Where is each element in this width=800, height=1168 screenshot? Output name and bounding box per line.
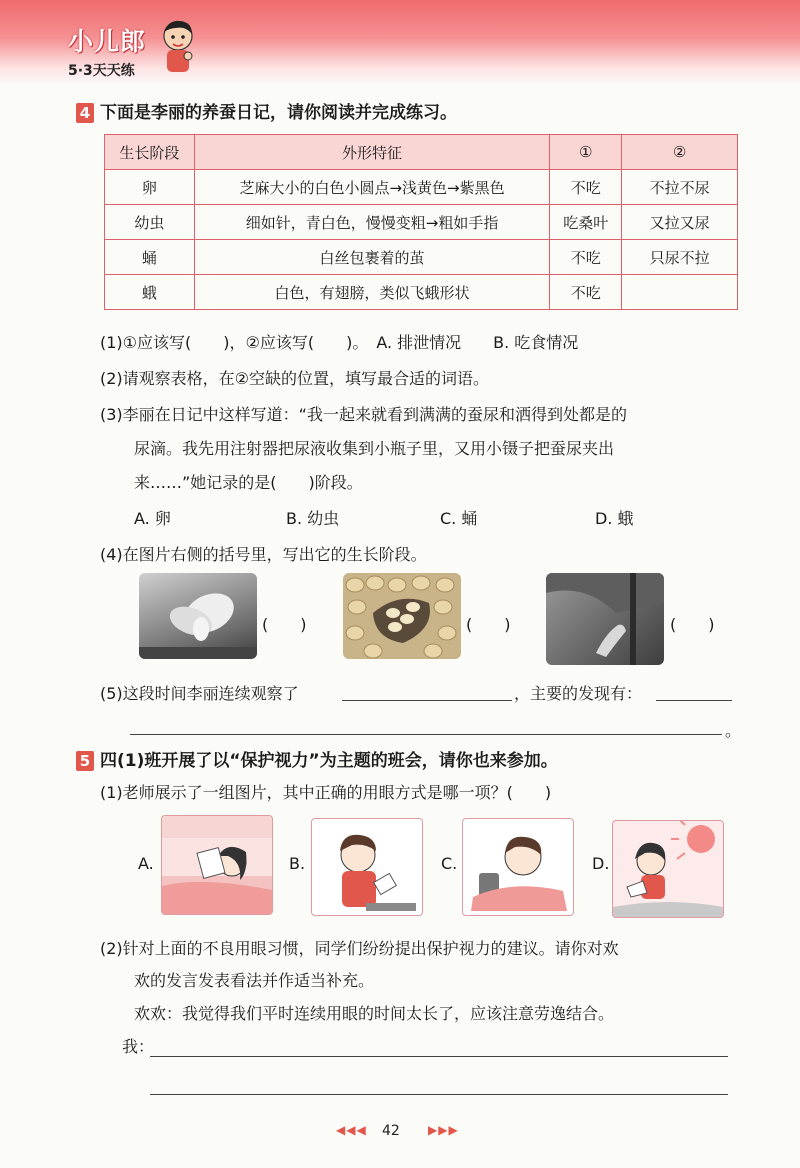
option-d[interactable]: D. 蛾	[595, 509, 634, 528]
answer-line-1[interactable]	[150, 1056, 728, 1057]
table-cell: 不吃	[550, 240, 622, 275]
page-header	[0, 0, 800, 84]
prev-page-icon[interactable]: ◀◀◀	[336, 1123, 367, 1137]
table-cell: 蛹	[105, 240, 195, 275]
table-header-cell: 外形特征	[194, 135, 549, 170]
q5-sub2-line2: 欢的发言发表看法并作适当补充。	[134, 971, 375, 990]
table-cell: 又拉又尿	[622, 205, 738, 240]
option-c[interactable]: C. 蛹	[440, 509, 478, 528]
silkworm-table	[104, 134, 738, 310]
table-cell: 白丝包裹着的茧	[194, 240, 549, 275]
option-c-picture[interactable]	[462, 818, 574, 916]
q4-sub5-middle: ，主要的发现有：	[514, 684, 643, 703]
option-a-picture[interactable]	[161, 815, 273, 915]
option-a[interactable]: A. 卵	[134, 509, 171, 528]
table-header-cell: ①	[550, 135, 622, 170]
table-cell: 不吃	[550, 170, 622, 205]
answer-line-2[interactable]	[150, 1094, 728, 1095]
eggs-photo	[343, 573, 461, 659]
q4-sub3-line3: 来……”她记录的是( )阶段。	[134, 473, 363, 492]
q4-sub5-prefix: (5)这段时间李丽连续观察了	[100, 684, 299, 703]
findings-blank-2[interactable]	[130, 734, 722, 735]
table-cell: 细如针，青白色，慢慢变粗→粗如手指	[194, 205, 549, 240]
table-row	[105, 275, 738, 310]
table-row	[105, 205, 738, 240]
page-number: 42	[382, 1123, 400, 1139]
table-row	[105, 170, 738, 205]
table-cell: 吃桑叶	[550, 205, 622, 240]
series-name: 5·3天天练	[68, 63, 135, 79]
q4-sub2: (2)请观察表格，在②空缺的位置，填写最合适的词语。	[100, 369, 490, 388]
table-row	[105, 240, 738, 275]
option-d-picture[interactable]	[612, 820, 724, 918]
brand-name: 小儿郎	[68, 27, 147, 56]
period-mark: 。	[725, 721, 742, 740]
larva-photo	[546, 573, 664, 665]
option-d-label[interactable]: D.	[592, 854, 610, 873]
brand-logo	[68, 22, 146, 80]
q4-sub3-line2: 尿滴。我先用注射器把尿液收集到小瓶子里，又用小镊子把蚕尿夹出	[134, 439, 615, 458]
moth-photo	[139, 573, 257, 659]
option-b[interactable]: B. 幼虫	[286, 509, 340, 528]
option-c-label[interactable]: C.	[441, 854, 458, 873]
q5-heading	[76, 746, 558, 771]
q5-title: 四(1)班开展了以“保护视力”为主题的班会，请你也来参加。	[100, 751, 558, 771]
table-cell: 白色，有翅膀，类似飞蛾形状	[194, 275, 549, 310]
table-header-cell: 生长阶段	[105, 135, 195, 170]
q4-heading	[76, 98, 457, 123]
table-cell: 卵	[105, 170, 195, 205]
answer-paren-1[interactable]: ( )	[262, 615, 307, 634]
q5-sub1: (1)老师展示了一组图片，其中正确的用眼方式是哪一项？( )	[100, 783, 552, 802]
q4-sub4: (4)在图片右侧的括号里，写出它的生长阶段。	[100, 545, 427, 564]
mascot-boy-icon	[158, 18, 198, 76]
q4-number-badge: 4	[76, 103, 94, 123]
table-cell: 只尿不拉	[622, 240, 738, 275]
q4-sub3-line1: (3)李丽在日记中这样写道：“我一起来就看到满满的蚕尿和洒得到处都是的	[100, 405, 627, 424]
q5-number-badge: 5	[76, 751, 94, 771]
q5-huanhuan-statement: 欢欢：我觉得我们平时连续用眼的时间太长了，应该注意劳逸结合。	[134, 1004, 615, 1023]
table-header-row	[105, 135, 738, 170]
table-cell: 芝麻大小的白色小圆点→浅黄色→紫黑色	[194, 170, 549, 205]
q4-sub1: (1)①应该写( )，②应该写( )。 A. 排泄情况 B. 吃食情况	[100, 333, 579, 352]
q5-me-label: 我：	[122, 1037, 155, 1056]
q4-title: 下面是李丽的养蚕日记，请你阅读并完成练习。	[100, 103, 457, 123]
q5-sub2-line1: (2)针对上面的不良用眼习惯，同学们纷纷提出保护视力的建议。请你对欢	[100, 939, 619, 958]
findings-blank-1[interactable]	[656, 700, 732, 701]
table-cell-blank[interactable]	[622, 275, 738, 310]
option-b-picture[interactable]	[311, 818, 423, 916]
answer-paren-3[interactable]: ( )	[670, 615, 715, 634]
table-cell: 幼虫	[105, 205, 195, 240]
table-cell: 不拉不尿	[622, 170, 738, 205]
table-cell: 不吃	[550, 275, 622, 310]
option-b-label[interactable]: B.	[289, 854, 306, 873]
next-page-icon[interactable]: ▶▶▶	[428, 1123, 459, 1137]
table-header-cell: ②	[622, 135, 738, 170]
observation-period-blank[interactable]	[342, 700, 512, 701]
table-cell: 蛾	[105, 275, 195, 310]
answer-paren-2[interactable]: ( )	[466, 615, 511, 634]
option-a-label[interactable]: A.	[138, 854, 154, 873]
